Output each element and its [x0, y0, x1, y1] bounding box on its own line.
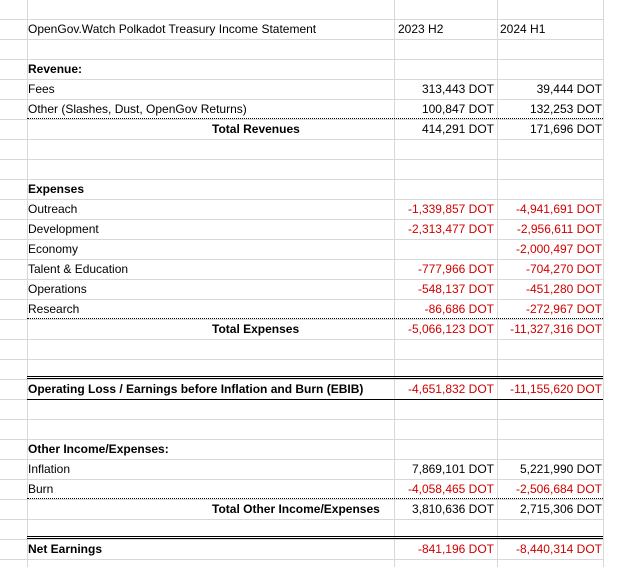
- research-label[interactable]: Research: [28, 302, 80, 316]
- development-label[interactable]: Development: [28, 222, 99, 236]
- economy-row: [0, 239, 604, 259]
- gridline: [0, 559, 604, 560]
- talent-value-2[interactable]: -704,270 DOT: [525, 262, 602, 276]
- other-revenue-value-2[interactable]: 132,253 DOT: [529, 102, 602, 116]
- burn-value-2[interactable]: -2,506,684 DOT: [515, 482, 602, 496]
- gridline: [0, 419, 604, 420]
- total-expenses-row: [0, 319, 604, 339]
- research-row: [0, 299, 604, 319]
- outreach-label[interactable]: Outreach: [28, 202, 78, 216]
- operations-value-2[interactable]: -451,280 DOT: [525, 282, 602, 296]
- burn-value-1[interactable]: -4,058,465 DOT: [407, 482, 494, 496]
- economy-value-1[interactable]: [394, 239, 494, 259]
- total-other-ie-label[interactable]: Total Other Income/Expenses: [212, 502, 380, 516]
- ebib-value-2[interactable]: -11,155,620 DOT: [510, 382, 602, 396]
- other-revenue-label[interactable]: Other (Slashes, Dust, OpenGov Returns): [28, 102, 247, 116]
- development-value-2[interactable]: -2,956,611 DOT: [516, 222, 602, 236]
- inflation-value-2[interactable]: 5,221,990 DOT: [519, 462, 602, 476]
- net-earnings-row: [0, 539, 604, 559]
- expenses-header[interactable]: Expenses: [28, 182, 85, 196]
- net-earnings-value-2[interactable]: -8,440,314 DOT: [515, 542, 602, 556]
- net-earnings-label[interactable]: Net Earnings: [28, 542, 103, 556]
- total-other-ie-value-1[interactable]: 3,810,636 DOT: [411, 502, 494, 516]
- gridline: [0, 359, 604, 360]
- fees-value-1[interactable]: 313,443 DOT: [421, 82, 494, 96]
- revenue-header-row: [0, 59, 604, 79]
- period-header-2[interactable]: 2024 H1: [500, 22, 546, 36]
- total-revenues-label[interactable]: Total Revenues: [212, 122, 300, 136]
- development-value-1[interactable]: -2,313,477 DOT: [407, 222, 494, 236]
- talent-row: [0, 259, 604, 279]
- total-other-ie-row: [0, 499, 604, 519]
- net-earnings-value-1[interactable]: -841,196 DOT: [417, 542, 494, 556]
- revenue-header[interactable]: Revenue:: [28, 62, 83, 76]
- total-expenses-value-2[interactable]: -11,327,316 DOT: [510, 322, 602, 336]
- title-row: [0, 19, 604, 39]
- operations-value-1[interactable]: -548,137 DOT: [417, 282, 494, 296]
- outreach-value-2[interactable]: -4,941,691 DOT: [515, 202, 602, 216]
- fees-row: [0, 79, 604, 99]
- total-expenses-label[interactable]: Total Expenses: [212, 322, 300, 336]
- total-revenues-value-1[interactable]: 414,291 DOT: [421, 122, 494, 136]
- inflation-value-1[interactable]: 7,869,101 DOT: [411, 462, 494, 476]
- gridline: [0, 139, 604, 140]
- burn-row: [0, 479, 604, 499]
- outreach-value-1[interactable]: -1,339,857 DOT: [407, 202, 494, 216]
- other-ie-header[interactable]: Other Income/Expenses:: [28, 442, 169, 456]
- operations-label[interactable]: Operations: [28, 282, 87, 296]
- economy-label[interactable]: Economy: [28, 242, 79, 256]
- ebib-value-1[interactable]: -4,651,832 DOT: [407, 382, 494, 396]
- inflation-row: [0, 459, 604, 479]
- research-value-1[interactable]: -86,686 DOT: [424, 302, 494, 316]
- operations-row: [0, 279, 604, 299]
- other-revenue-row: [0, 99, 604, 119]
- outreach-row: [0, 199, 604, 219]
- fees-value-2[interactable]: 39,444 DOT: [536, 82, 602, 96]
- talent-label[interactable]: Talent & Education: [28, 262, 129, 276]
- ebib-row: [0, 379, 604, 399]
- gridline: [0, 39, 604, 40]
- gridline: [0, 339, 604, 340]
- talent-value-1[interactable]: -777,966 DOT: [417, 262, 494, 276]
- total-revenues-row: [0, 119, 604, 139]
- statement-title[interactable]: OpenGov.Watch Polkadot Treasury Income Statement: [28, 22, 317, 36]
- expenses-header-row: [0, 179, 604, 199]
- period-header-1[interactable]: 2023 H2: [398, 22, 444, 36]
- fees-label[interactable]: Fees: [28, 82, 55, 96]
- burn-label[interactable]: Burn: [28, 482, 54, 496]
- other-revenue-value-1[interactable]: 100,847 DOT: [421, 102, 494, 116]
- other-ie-header-row: [0, 439, 604, 459]
- ebib-label[interactable]: Operating Loss / Earnings before Inflation and Burn (EBIB): [28, 382, 364, 396]
- gridline: [0, 159, 604, 160]
- research-value-2[interactable]: -272,967 DOT: [525, 302, 602, 316]
- development-row: [0, 219, 604, 239]
- economy-value-2[interactable]: -2,000,497 DOT: [515, 242, 602, 256]
- total-other-ie-value-2[interactable]: 2,715,306 DOT: [519, 502, 602, 516]
- inflation-label[interactable]: Inflation: [28, 462, 71, 476]
- gridline: [0, 519, 604, 520]
- total-revenues-value-2[interactable]: 171,696 DOT: [529, 122, 602, 136]
- total-expenses-value-1[interactable]: -5,066,123 DOT: [407, 322, 494, 336]
- ebib-bottom-rule: [27, 399, 603, 400]
